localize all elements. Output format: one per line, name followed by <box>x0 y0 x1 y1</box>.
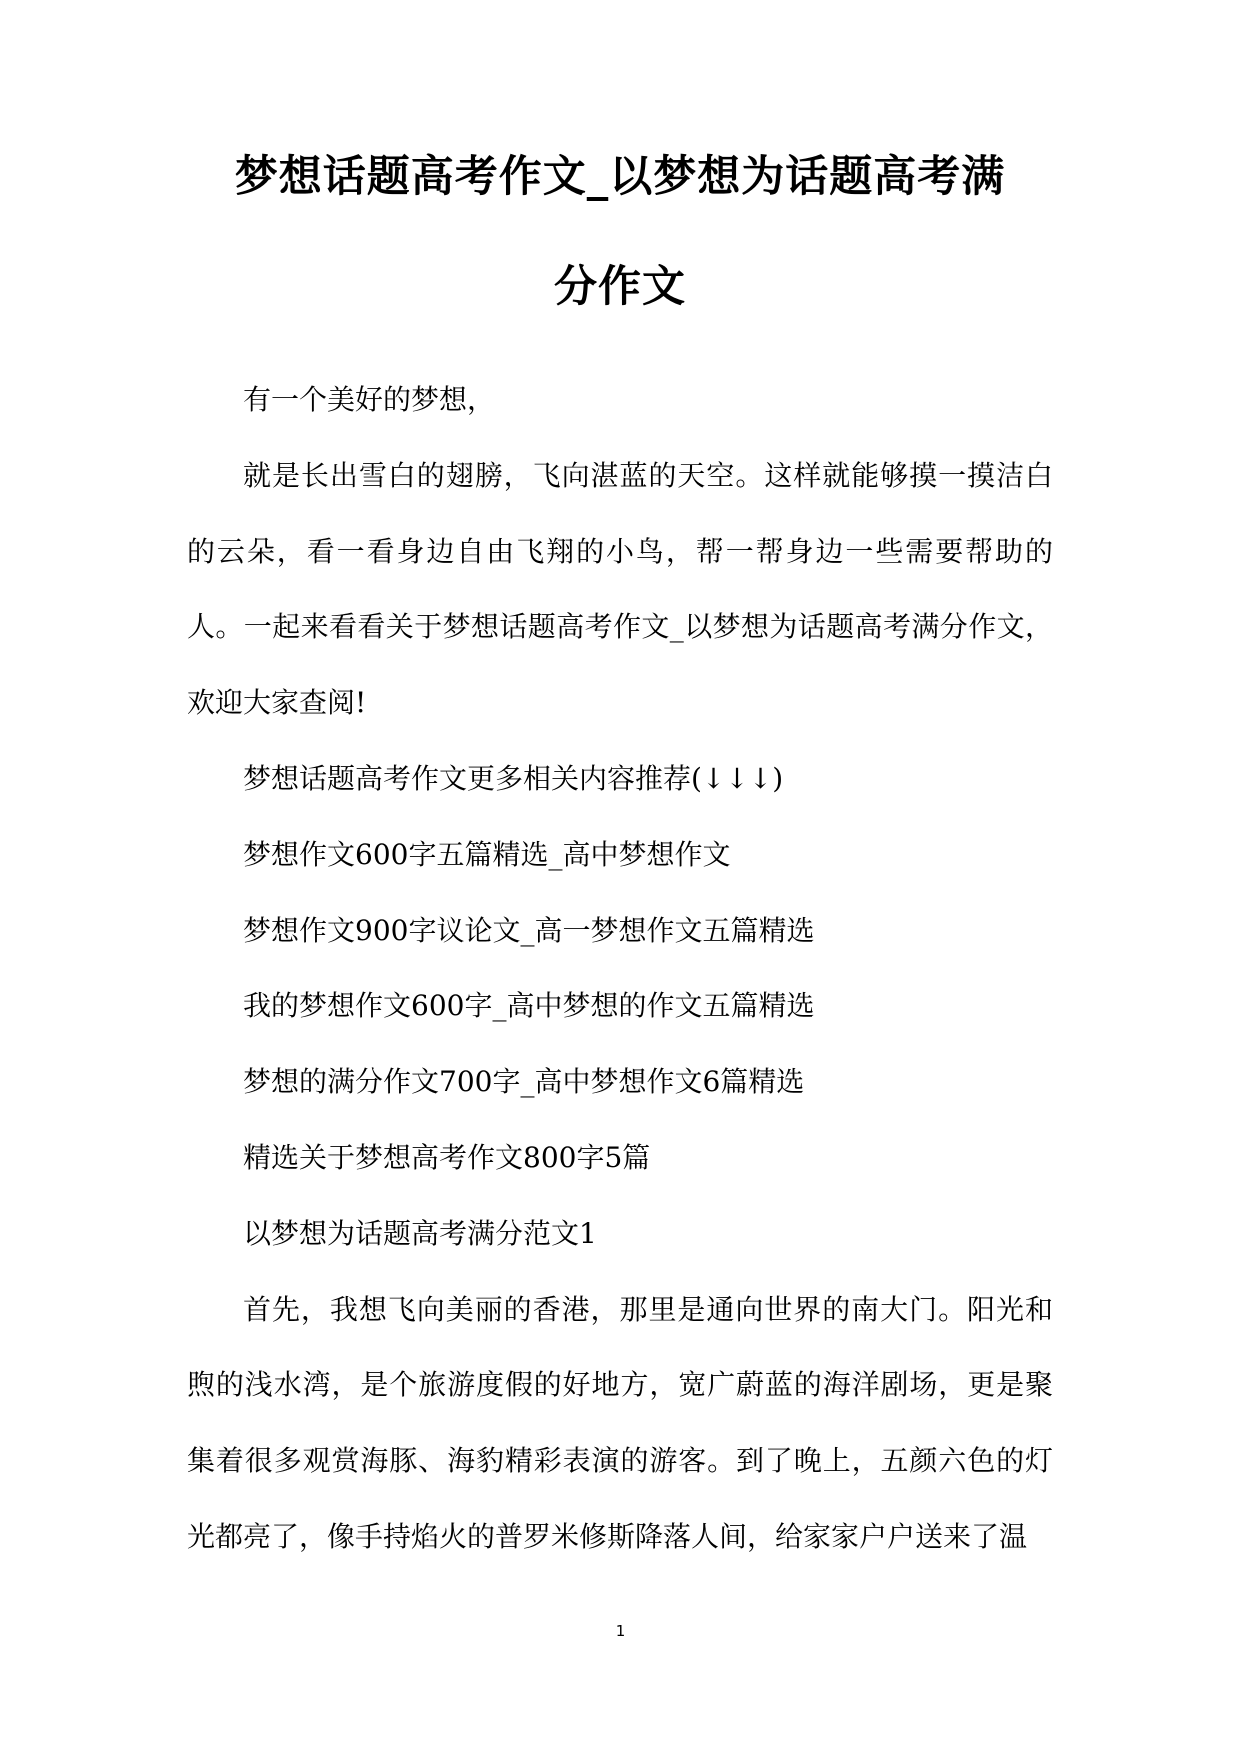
section-heading-essay-1: 以梦想为话题高考满分范文1 <box>243 1216 597 1250</box>
recommend-link-1[interactable]: 梦想作文600字五篇精选_高中梦想作文 <box>243 837 731 871</box>
document-title-line-1: 梦想话题高考作文_以梦想为话题高考满 <box>234 152 1006 202</box>
document-title-line-2: 分作文 <box>554 262 686 312</box>
paragraph-intro: 有一个美好的梦想， <box>243 383 496 416</box>
recommend-link-5[interactable]: 精选关于梦想高考作文800字5篇 <box>243 1140 651 1174</box>
recommend-link-3[interactable]: 我的梦想作文600字_高中梦想的作文五篇精选 <box>243 989 815 1023</box>
recommend-link-2[interactable]: 梦想作文900字议论文_高一梦想作文五篇精选 <box>243 913 815 947</box>
paragraph-description: 就是长出雪白的翅膀，飞向湛蓝的天空。这样就能够摸一摸洁白的云朵，看一看身边自由飞翔的小鸟，帮一帮身边一些需要帮助的人。一起来看看关于梦想话题高考作文_以梦想为话题高考满分作文，欢迎大家查阅! <box>187 458 1053 720</box>
paragraph-essay-body: 首先，我想飞向美丽的香港，那里是通向世界的南大门。阳光和煦的浅水湾，是个旅游度假的好地方，宽广蔚蓝的海洋剧场，更是聚集着很多观赏海豚、海豹精彩表演的游客。到了晚上，五颜六色的灯光都亮了，像手持焰火的普罗米修斯降落人间，给家家户户送来了温 <box>187 1292 1053 1553</box>
document-body <box>187 362 1053 1575</box>
recommend-link-4[interactable]: 梦想的满分作文700字_高中梦想作文6篇精选 <box>243 1065 805 1099</box>
paragraph-recommend-heading: 梦想话题高考作文更多相关内容推荐(↓↓↓) <box>243 761 784 795</box>
page-number: 1 <box>615 1622 626 1640</box>
